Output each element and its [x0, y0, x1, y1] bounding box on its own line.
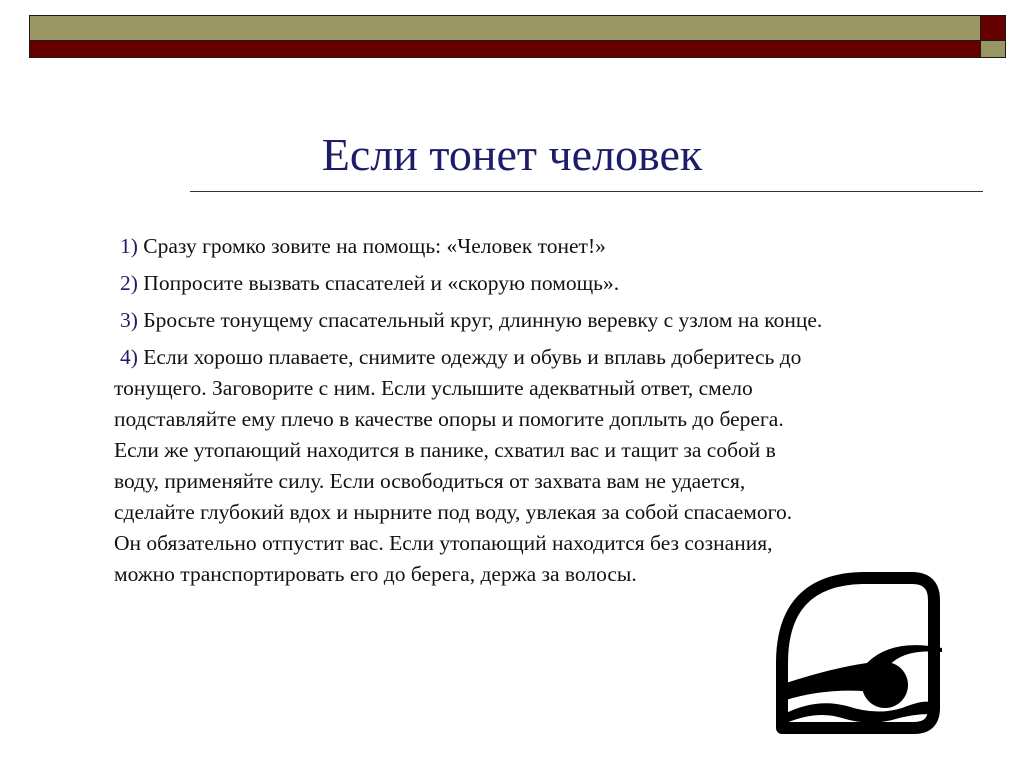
item-number: 3): [120, 308, 138, 332]
header-bar-olive: [29, 15, 1006, 41]
item-continuation-line: тонущего. Заговорите с ним. Если услышите адекватный ответ, смело: [114, 376, 753, 400]
item-continuation-line: подставляйте ему плечо в качестве опоры и помогите доплыть до берега.: [114, 407, 784, 431]
item-text: Если хорошо плаваете, снимите одежду и обувь и вплавь доберитесь до: [143, 345, 802, 369]
list-item: [120, 231, 606, 262]
item-continuation-line: сделайте глубокий вдох и нырните под воду, увлекая за собой спасаемого.: [114, 500, 793, 524]
slide-title: Если тонет человек: [321, 129, 703, 180]
item-number: 2): [120, 271, 138, 295]
item-continuation-line: воду, применяйте силу. Если освободиться от захвата вам не удается,: [114, 469, 746, 493]
header-square-maroon: [980, 15, 1006, 41]
list-item: [120, 342, 801, 373]
item-text: Сразу громко зовите на помощь: «Человек тонет!»: [143, 234, 606, 258]
item-continuation-line: Он обязательно отпустит вас. Если утопающий находится без сознания,: [114, 531, 773, 555]
item-number: 1): [120, 234, 138, 258]
header-bar-maroon: [29, 40, 1006, 58]
item-continuation-line: можно транспортировать его до берега, держа за волосы.: [114, 562, 637, 586]
title-divider: [190, 191, 983, 192]
list-item: [120, 305, 822, 336]
list-item: [120, 268, 619, 299]
item-text: Попросите вызвать спасателей и «скорую помощь».: [143, 271, 620, 295]
header-square-olive: [980, 40, 1006, 58]
item-number: 4): [120, 345, 138, 369]
item-continuation-line: Если же утопающий находится в панике, схватил вас и тащит за собой в: [114, 438, 776, 462]
swimmer-icon: [772, 568, 944, 738]
item-text: Бросьте тонущему спасательный круг, длинную веревку с узлом на конце.: [143, 308, 823, 332]
